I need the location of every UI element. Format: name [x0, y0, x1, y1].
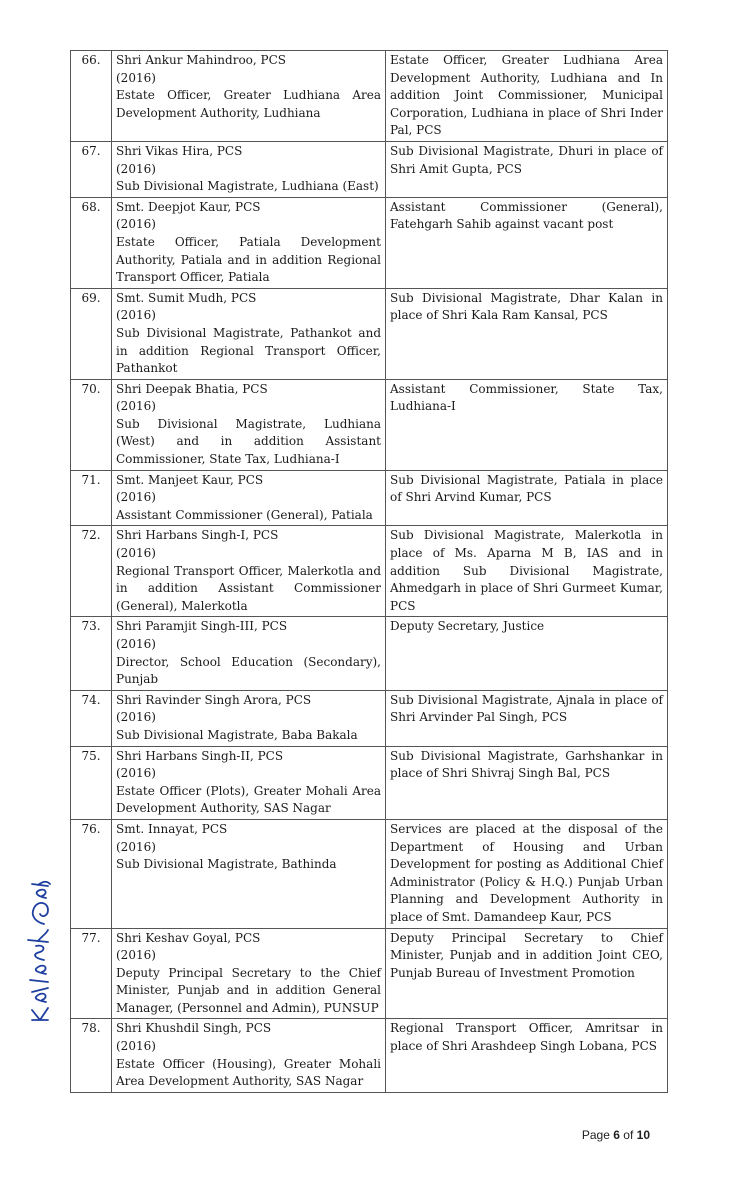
table-row	[71, 288, 668, 379]
officer-cell	[112, 470, 386, 526]
serial-number: 69.	[71, 288, 112, 379]
officer-batch: (2016)	[116, 637, 156, 651]
officer-batch: (2016)	[116, 217, 156, 232]
page-current: 6	[613, 1128, 620, 1142]
serial-number: 67.	[71, 141, 112, 197]
current-posting: Regional Transport Officer, Malerkotla and in addition Assistant Commissioner (General), Malerkotla	[116, 563, 381, 613]
officer-name: Shri Khushdil Singh, PCS	[116, 1021, 272, 1036]
serial-number: 73.	[71, 617, 112, 690]
new-posting: Deputy Secretary, Justice	[386, 617, 668, 690]
officer-batch: (2016)	[116, 399, 156, 414]
table-row	[71, 928, 668, 1019]
current-posting: Estate Officer (Plots), Greater Mohali Area Development Authority, SAS Nagar	[116, 783, 381, 816]
officer-name: Shri Vikas Hira, PCS	[116, 143, 243, 158]
handwritten-signature	[18, 880, 62, 1030]
officer-cell	[112, 746, 386, 819]
page-total: 10	[636, 1128, 650, 1142]
current-posting: Director, School Education (Secondary), Punjab	[116, 654, 381, 687]
officer-batch: (2016)	[116, 948, 156, 963]
officer-cell	[112, 1019, 386, 1092]
officer-batch: (2016)	[116, 490, 156, 505]
officer-name: Shri Ankur Mahindroo, PCS	[116, 53, 286, 67]
officer-name: Shri Ravinder Singh Arora, PCS	[116, 692, 312, 707]
new-posting: Sub Divisional Magistrate, Dhuri in place of Shri Amit Gupta, PCS	[386, 141, 668, 197]
table-row	[71, 526, 668, 617]
new-posting: Services are placed at the disposal of the Department of Housing and Urban Development for posting as Additional Chief Administrator (Policy & H.Q.) Punjab Urban Planning and Development Authority in place of Smt. Damandeep Kaur, PCS	[386, 819, 668, 928]
new-posting: Sub Divisional Magistrate, Patiala in place of Shri Arvind Kumar, PCS	[386, 470, 668, 526]
new-posting: Sub Divisional Magistrate, Malerkotla in place of Ms. Aparna M B, IAS and in addition Sub Divisional Magistrate, Ahmedgarh in place of Shri Gurmeet Kumar, PCS	[386, 526, 668, 617]
table-row	[71, 470, 668, 526]
officer-name: Shri Deepak Bhatia, PCS	[116, 381, 268, 396]
officer-name: Smt. Deepjot Kaur, PCS	[116, 199, 261, 214]
current-posting: Sub Divisional Magistrate, Ludhiana (West) and in addition Assistant Commissioner, State Tax, Ludhiana-I	[116, 416, 381, 467]
new-posting: Sub Divisional Magistrate, Garhshankar in place of Shri Shivraj Singh Bal, PCS	[386, 746, 668, 819]
officer-cell	[112, 617, 386, 690]
officer-cell	[112, 928, 386, 1019]
officer-name: Shri Harbans Singh-I, PCS	[116, 528, 279, 543]
new-posting: Sub Divisional Magistrate, Ajnala in place of Shri Arvinder Pal Singh, PCS	[386, 690, 668, 746]
officer-cell	[112, 197, 386, 288]
current-posting: Sub Divisional Magistrate, Baba Bakala	[116, 727, 358, 742]
table-body	[71, 51, 668, 1093]
of-word: of	[623, 1128, 634, 1142]
serial-number: 77.	[71, 928, 112, 1019]
officer-batch: (2016)	[116, 308, 156, 323]
serial-number: 72.	[71, 526, 112, 617]
officer-name: Smt. Sumit Mudh, PCS	[116, 290, 257, 305]
officer-cell	[112, 141, 386, 197]
current-posting: Estate Officer, Greater Ludhiana Area Development Authority, Ludhiana	[116, 88, 381, 120]
officer-cell	[112, 379, 386, 470]
table-row	[71, 690, 668, 746]
officer-name: Shri Harbans Singh-II, PCS	[116, 748, 284, 763]
table-row	[71, 197, 668, 288]
officer-cell	[112, 690, 386, 746]
officer-name: Smt. Innayat, PCS	[116, 821, 228, 836]
new-posting: Sub Divisional Magistrate, Dhar Kalan in place of Shri Kala Ram Kansal, PCS	[386, 288, 668, 379]
officer-batch: (2016)	[116, 70, 156, 85]
new-posting: Estate Officer, Greater Ludhiana Area Development Authority, Ludhiana and In addition Joint Commissioner, Municipal Corporation, Ludhiana in place of Shri Inder Pal, PCS	[386, 51, 668, 142]
officer-cell	[112, 51, 386, 142]
new-posting: Assistant Commissioner (General), Fatehgarh Sahib against vacant post	[386, 197, 668, 288]
serial-number: 75.	[71, 746, 112, 819]
serial-number: 66.	[71, 51, 112, 142]
table-row	[71, 379, 668, 470]
officer-name: Shri Keshav Goyal, PCS	[116, 930, 261, 945]
current-posting: Sub Divisional Magistrate, Ludhiana (East)	[116, 179, 379, 194]
officer-cell	[112, 819, 386, 928]
officer-name: Shri Paramjit Singh-III, PCS	[116, 619, 288, 634]
page-word: Page	[581, 1128, 610, 1142]
transfer-orders-table	[70, 50, 668, 1093]
table-row	[71, 51, 668, 142]
officer-batch: (2016)	[116, 766, 156, 781]
officer-batch: (2016)	[116, 710, 156, 725]
new-posting: Deputy Principal Secretary to Chief Minister, Punjab and in addition Joint CEO, Punjab Bureau of Investment Promotion	[386, 928, 668, 1019]
page-footer	[582, 1128, 650, 1142]
table-row	[71, 819, 668, 928]
current-posting: Sub Divisional Magistrate, Pathankot and in addition Regional Transport Officer, Pathankot	[116, 325, 381, 376]
table-row	[71, 746, 668, 819]
officer-name: Smt. Manjeet Kaur, PCS	[116, 472, 264, 487]
serial-number: 68.	[71, 197, 112, 288]
new-posting: Regional Transport Officer, Amritsar in place of Shri Arashdeep Singh Lobana, PCS	[386, 1019, 668, 1092]
officer-batch: (2016)	[116, 546, 156, 561]
officer-batch: (2016)	[116, 161, 156, 176]
table-row	[71, 141, 668, 197]
officer-cell	[112, 288, 386, 379]
serial-number: 70.	[71, 379, 112, 470]
officer-batch: (2016)	[116, 839, 156, 854]
new-posting: Assistant Commissioner, State Tax, Ludhiana-I	[386, 379, 668, 470]
table-row	[71, 1019, 668, 1092]
serial-number: 76.	[71, 819, 112, 928]
serial-number: 71.	[71, 470, 112, 526]
officer-batch: (2016)	[116, 1039, 156, 1054]
current-posting: Sub Divisional Magistrate, Bathinda	[116, 857, 337, 872]
serial-number: 78.	[71, 1019, 112, 1092]
officer-cell	[112, 526, 386, 617]
current-posting: Deputy Principal Secretary to the Chief Minister, Punjab and in addition General Manager, (Personnel and Admin), PUNSUP	[116, 965, 381, 1015]
table-row	[71, 617, 668, 690]
current-posting: Estate Officer, Patiala Development Authority, Patiala and in addition Regional Transport Officer, Patiala	[116, 234, 381, 285]
current-posting: Estate Officer (Housing), Greater Mohali Area Development Authority, SAS Nagar	[116, 1056, 381, 1089]
current-posting: Assistant Commissioner (General), Patiala	[116, 507, 373, 522]
serial-number: 74.	[71, 690, 112, 746]
